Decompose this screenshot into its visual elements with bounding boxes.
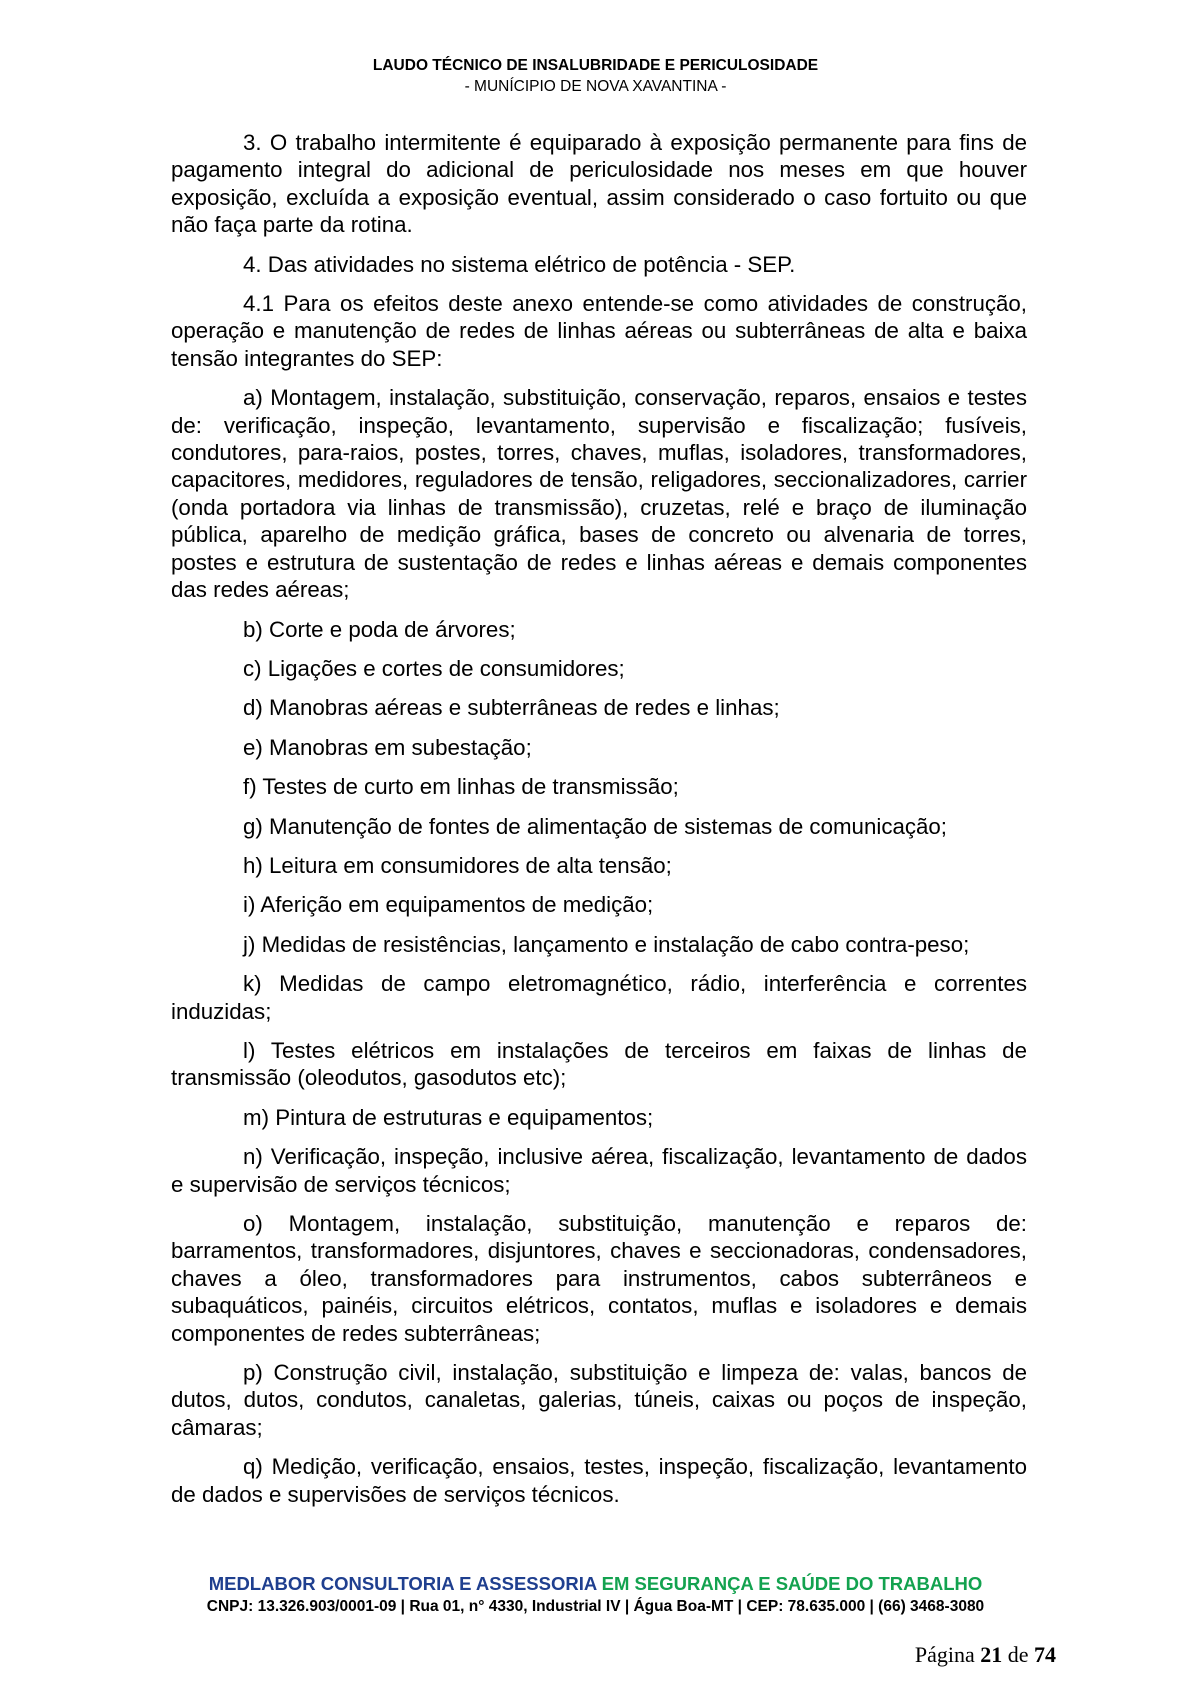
footer-details: CNPJ: 13.326.903/0001-09 | Rua 01, n° 4330, Industrial IV | Água Boa-MT | CEP: 78.635.000 | (66) 3468-3080	[206, 1598, 985, 1615]
document-subtitle: - MUNÍCIPIO DE NOVA XAVANTINA -	[464, 78, 727, 95]
list-item: q) Medição, verificação, ensaios, testes, inspeção, fiscalização, levantamento de dados e supervisões de serviços técnicos.	[171, 1454, 1027, 1507]
page-label: Página	[914, 1642, 975, 1667]
list-item: d) Manobras aéreas e subterrâneas de redes e linhas;	[243, 695, 780, 721]
list-item: b) Corte e poda de árvores;	[243, 616, 516, 642]
list-item: g) Manutenção de fontes de alimentação de sistemas de comunicação;	[243, 813, 948, 839]
paragraph: 3. O trabalho intermitente é equiparado à exposição permanente para fins de pagamento integral do adicional de periculosidade nos meses em que houver exposição, excluída a exposição eventual, assim considerado o caso fortuito ou que não faça parte da rotina.	[171, 130, 1027, 238]
list-item: p) Construção civil, instalação, substituição e limpeza de: valas, bancos de dutos, dutos, condutos, canaletas, galerias, túneis, caixas ou poços de inspeção, câmaras;	[171, 1360, 1027, 1440]
page-current: 21	[980, 1642, 1003, 1667]
list-item: i) Aferição em equipamentos de medição;	[243, 892, 654, 918]
document-header	[0, 55, 1191, 97]
list-item: e) Manobras em subestação;	[243, 734, 532, 760]
list-item: j) Medidas de resistências, lançamento e instalação de cabo contra-peso;	[243, 931, 970, 957]
list-item: l) Testes elétricos em instalações de terceiros em faixas de linhas de transmissão (oleodutos, gasodutos etc);	[171, 1037, 1027, 1091]
list-item: a) Montagem, instalação, substituição, conservação, reparos, ensaios e testes de: verificação, inspeção, levantamento, supervisão e fiscalização; fusíveis, condutores, para-raios, postes, torres, chaves, muflas, isoladores, transformadores, capacitores, medidores, reguladores de tensão, religadores, seccionalizadores, carrier (onda portadora via linhas de transmissão), cruzetas, relé e braço de iluminação pública, aparelho de medição gráfica, bases de concreto ou alvenaria de torres, postes e estrutura de sustentação de redes e linhas aéreas e demais componentes das redes aéreas;	[171, 385, 1027, 603]
paragraph: 4. Das atividades no sistema elétrico de potência - SEP.	[243, 251, 796, 277]
document-title: LAUDO TÉCNICO DE INSALUBRIDADE E PERICULOSIDADE	[372, 57, 819, 74]
document-body	[171, 129, 1027, 1520]
page-number	[915, 1642, 1056, 1668]
footer-company-name: MEDLABOR CONSULTORIA E ASSESSORIA	[208, 1573, 597, 1594]
footer-tagline: EM SEGURANÇA E SAÚDE DO TRABALHO	[596, 1573, 983, 1594]
paragraph: 4.1 Para os efeitos deste anexo entende-se como atividades de construção, operação e manutenção de redes de linhas aéreas ou subterrâneas de alta e baixa tensão integrantes do SEP:	[171, 291, 1027, 371]
list-item: m) Pintura de estruturas e equipamentos;	[243, 1104, 654, 1130]
list-item: h) Leitura em consumidores de alta tensão;	[243, 852, 672, 878]
list-item: f) Testes de curto em linhas de transmissão;	[243, 774, 679, 800]
footer-company-line	[0, 1572, 1191, 1596]
page-total: 74	[1034, 1642, 1056, 1667]
page-separator: de	[1007, 1642, 1029, 1667]
list-item: o) Montagem, instalação, substituição, manutenção e reparos de: barramentos, transformadores, disjuntores, chaves e seccionadoras, condensadores, chaves a óleo, transformadores para instrumentos, cabos subterrâneos e subaquáticos, painéis, circuitos elétricos, contatos, muflas e isoladores e demais componentes de redes subterrâneas;	[171, 1211, 1027, 1346]
list-item: k) Medidas de campo eletromagnético, rádio, interferência e correntes induzidas;	[171, 971, 1027, 1024]
document-footer	[0, 1572, 1191, 1618]
list-item: n) Verificação, inspeção, inclusive aérea, fiscalização, levantamento de dados e supervisão de serviços técnicos;	[171, 1144, 1027, 1197]
list-item: c) Ligações e cortes de consumidores;	[243, 655, 625, 681]
